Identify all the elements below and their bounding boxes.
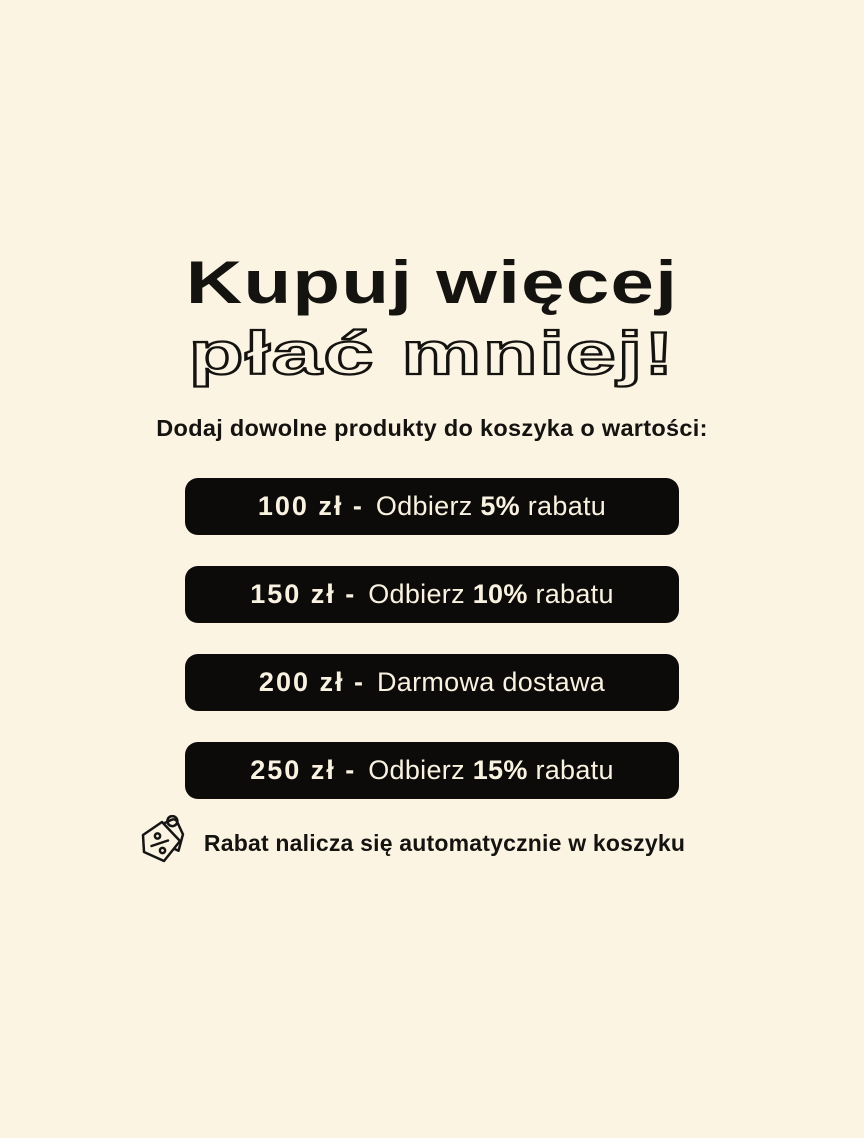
tier-description: [376, 491, 606, 522]
promo-subtitle: Dodaj dowolne produkty do koszyka o wartości:: [156, 415, 708, 441]
tier-desc-post: rabatu: [527, 755, 614, 785]
tier-button-150zl[interactable]: [185, 566, 679, 623]
tier-button-250zl[interactable]: [185, 742, 679, 799]
tier-description: [368, 579, 614, 610]
tier-description: [368, 755, 614, 786]
tier-list: [0, 478, 864, 799]
tier-desc-post: rabatu: [519, 491, 607, 521]
tier-button-200zl[interactable]: [185, 654, 679, 711]
footer-note-row: [0, 815, 842, 871]
headline-solid: Kupuj więcej: [185, 249, 679, 316]
headline-outline: płać mniej!: [188, 320, 676, 387]
tier-description: [377, 667, 605, 698]
discount-highlight: 10%: [472, 579, 528, 609]
tier-desc-pre: Darmowa dostawa: [376, 667, 606, 697]
tier-desc-pre: Odbierz: [375, 491, 481, 521]
tier-amount: 100 zł -: [257, 491, 364, 521]
tier-amount: 150 zł -: [250, 579, 357, 609]
tier-desc-pre: Odbierz: [368, 579, 473, 609]
discount-highlight: 15%: [472, 755, 528, 785]
discount-tags-icon: [135, 815, 191, 871]
footer-note: Rabat nalicza się automatycznie w koszyku: [203, 829, 686, 856]
tier-desc-post: rabatu: [527, 579, 614, 609]
tier-amount: 250 zł -: [250, 755, 357, 785]
tier-amount: 200 zł -: [258, 667, 365, 697]
tier-button-100zl[interactable]: [185, 478, 679, 535]
tier-desc-pre: Odbierz: [368, 755, 473, 785]
discount-highlight: 5%: [480, 491, 520, 521]
